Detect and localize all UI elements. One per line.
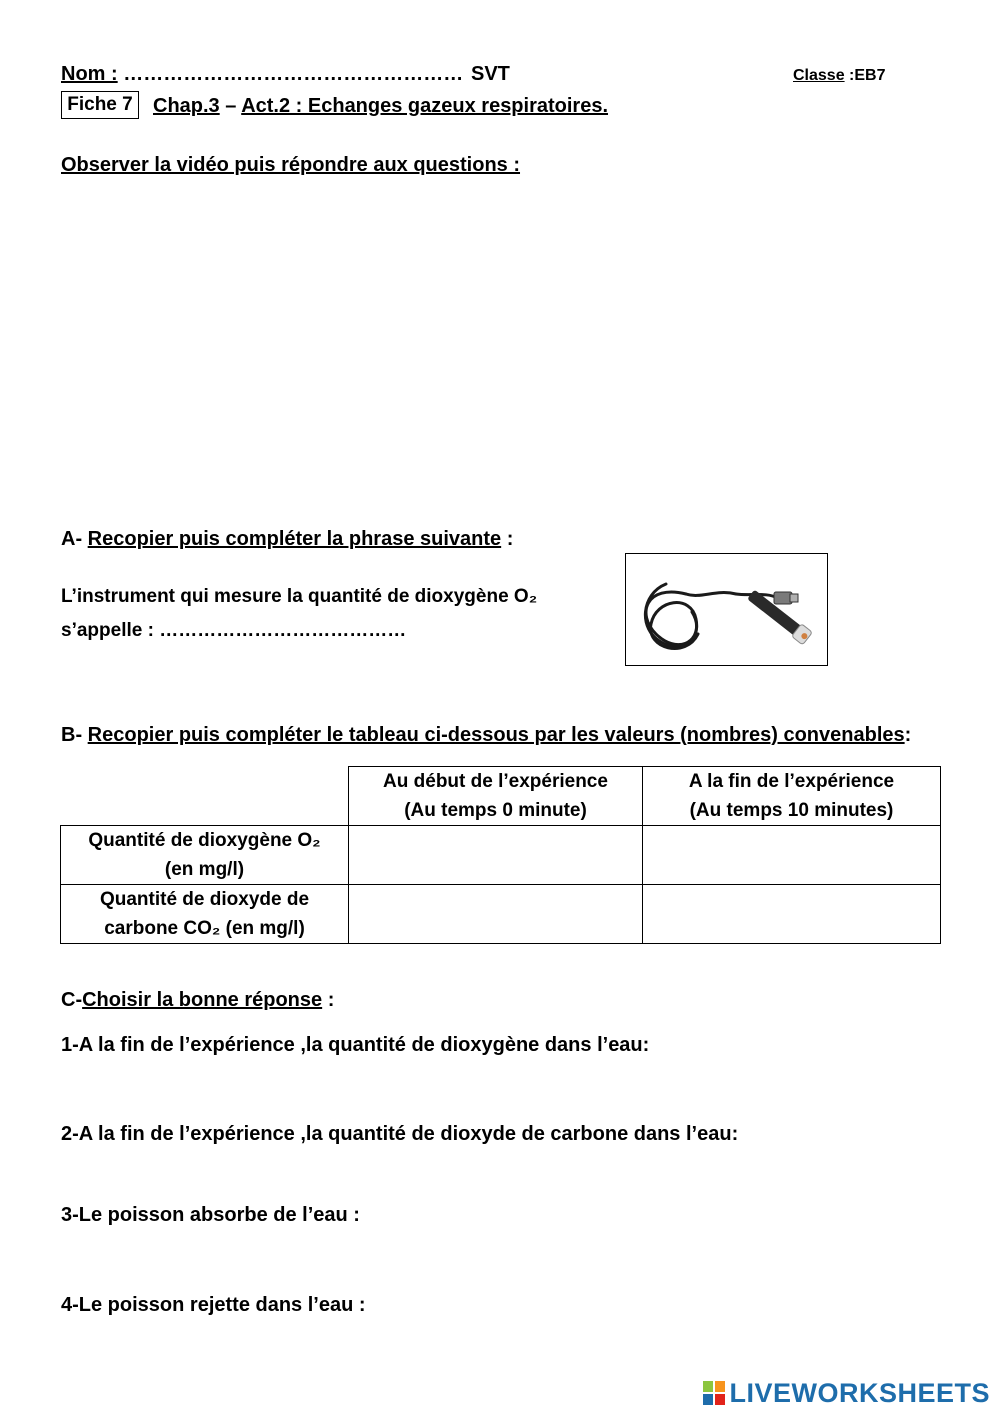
table-header-row bbox=[61, 767, 941, 826]
section-a-suffix: : bbox=[506, 528, 514, 550]
table-corner-cell bbox=[61, 767, 349, 826]
table-header-end bbox=[643, 767, 941, 826]
chapter-title bbox=[153, 94, 608, 118]
question-3: 3-Le poisson absorbe de l’eau : bbox=[61, 1204, 360, 1226]
row-label-line2: (en mg/l) bbox=[164, 859, 245, 880]
row-label-co2 bbox=[61, 885, 349, 944]
brand-wordmark: LIVEWORKSHEETS bbox=[729, 1377, 990, 1408]
section-b-prefix: B- bbox=[61, 724, 83, 746]
row-label-line1: Quantité de dioxygène O₂ bbox=[88, 830, 321, 851]
classe-label: Classe bbox=[793, 67, 845, 84]
nom-dots[interactable]: …………………………………………… bbox=[123, 63, 464, 85]
table-row bbox=[61, 885, 941, 944]
classe-line bbox=[793, 66, 886, 86]
row-label-line2: carbone CO₂ (en mg/l) bbox=[104, 918, 305, 939]
name-line bbox=[61, 62, 463, 86]
subject-label: SVT bbox=[471, 63, 510, 85]
section-b-heading bbox=[61, 723, 911, 747]
intro-instruction: Observer la vidéo puis répondre aux questions : bbox=[61, 154, 521, 176]
header-end-line1: A la fin de l’expérience bbox=[688, 771, 895, 792]
header-end-line2: (Au temps 10 minutes) bbox=[689, 800, 894, 821]
row-label-line1: Quantité de dioxyde de bbox=[99, 889, 310, 910]
section-c-title: Choisir la bonne réponse bbox=[82, 989, 323, 1011]
oxygen-start-cell[interactable] bbox=[349, 826, 643, 885]
table-header-start bbox=[349, 767, 643, 826]
oxygen-end-cell[interactable] bbox=[643, 826, 941, 885]
section-c-prefix: C- bbox=[61, 989, 83, 1011]
section-c-heading bbox=[61, 988, 334, 1012]
nom-label: Nom : bbox=[61, 63, 118, 85]
oxygen-probe-photo bbox=[625, 553, 828, 666]
question-2: 2-A la fin de l’expérience ,la quantité de dioxyde de carbone dans l’eau: bbox=[61, 1123, 739, 1145]
liveworksheets-logo-icon bbox=[702, 1379, 726, 1407]
oxygen-meter-probe-icon bbox=[626, 554, 826, 664]
section-a-sentence-line1: L’instrument qui mesure la quantité de dioxygène O₂ bbox=[61, 586, 538, 607]
liveworksheets-brand bbox=[702, 1374, 990, 1412]
section-a-heading bbox=[61, 527, 513, 551]
classe-value: :EB7 bbox=[849, 67, 886, 84]
chapter-dash: – bbox=[225, 95, 237, 117]
section-a-prefix: A- bbox=[61, 528, 83, 550]
co2-end-cell[interactable] bbox=[643, 885, 941, 944]
table-row bbox=[61, 826, 941, 885]
header-start-line2: (Au temps 0 minute) bbox=[404, 800, 587, 821]
section-b-title: Recopier puis compléter le tableau ci-dessous par les valeurs (nombres) convenables bbox=[87, 724, 905, 746]
row-label-oxygen bbox=[61, 826, 349, 885]
results-table bbox=[60, 766, 941, 944]
co2-start-cell[interactable] bbox=[349, 885, 643, 944]
section-c-suffix: : bbox=[327, 989, 335, 1011]
header-start-line1: Au début de l’expérience bbox=[383, 771, 608, 792]
chapter-label: Chap.3 bbox=[153, 95, 220, 117]
fiche-number-box: Fiche 7 bbox=[61, 91, 139, 119]
question-1: 1-A la fin de l’expérience ,la quantité de dioxygène dans l’eau: bbox=[61, 1034, 650, 1056]
question-4: 4-Le poisson rejette dans l’eau : bbox=[61, 1294, 366, 1316]
activity-title: Act.2 : Echanges gazeux respiratoires. bbox=[241, 95, 609, 117]
section-a-sentence-line2[interactable]: s’appelle : ………………………………… bbox=[61, 620, 407, 641]
section-a-title: Recopier puis compléter la phrase suivante bbox=[87, 528, 502, 550]
section-b-suffix: : bbox=[904, 724, 912, 746]
